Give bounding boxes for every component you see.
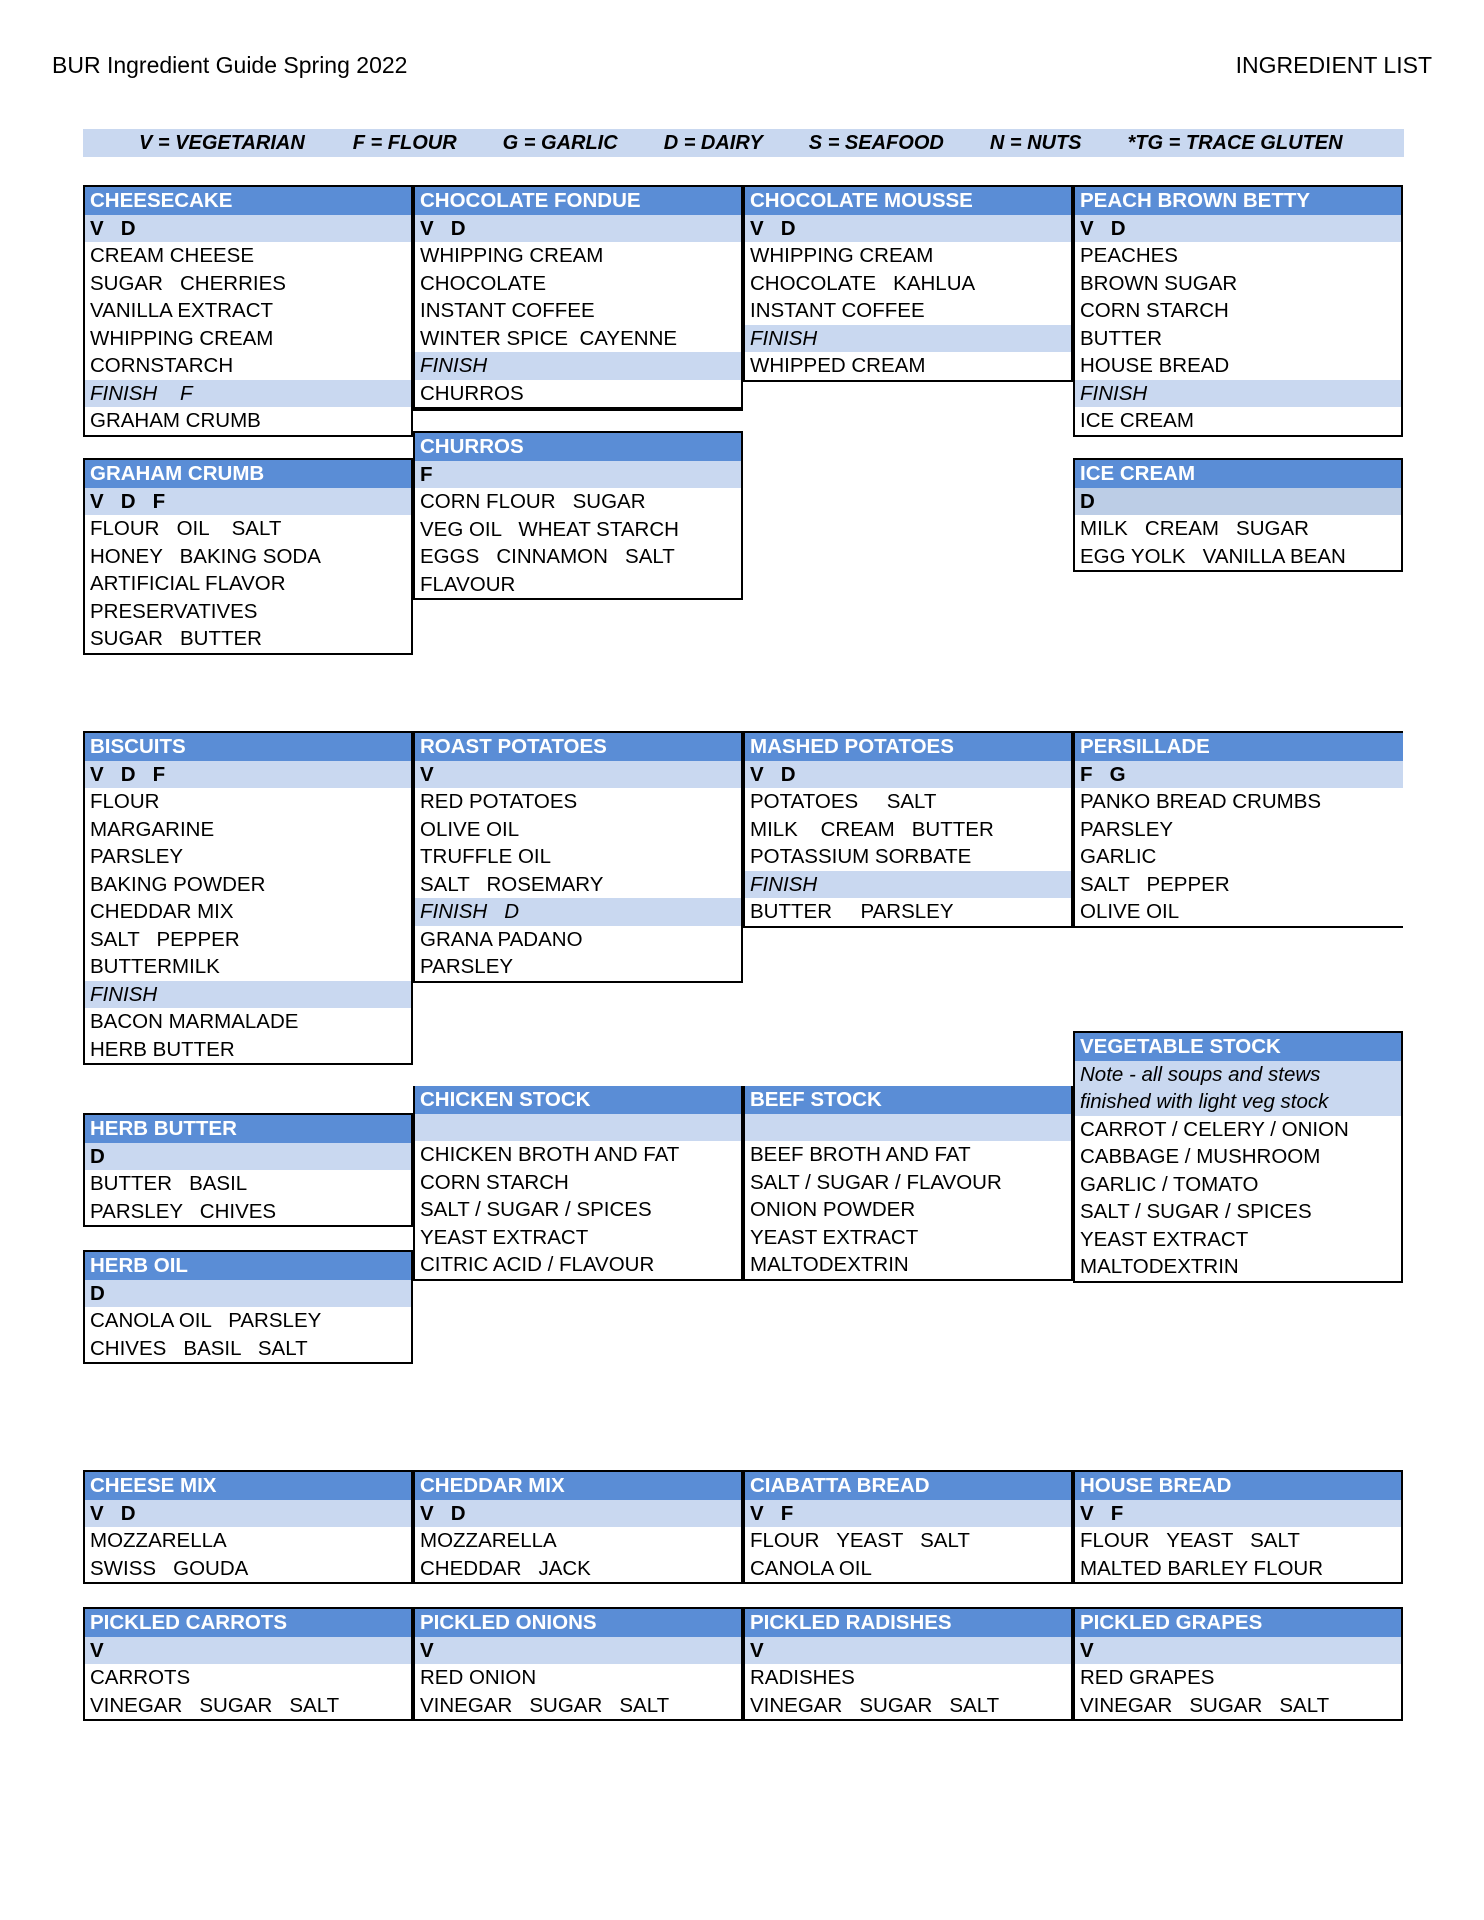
ingredient: VEG OIL WHEAT STARCH: [420, 517, 679, 541]
block-tags: F G: [1075, 761, 1403, 789]
ingredient: FLOUR YEAST SALT: [1080, 1529, 1300, 1552]
ingredient: RED POTATOES: [420, 790, 578, 813]
block-tags: V D: [745, 761, 1071, 789]
ingredient: CHURROS: [415, 380, 741, 410]
ingredient: CABBAGE / MUSHROOM: [1080, 1145, 1321, 1168]
ingredient: BEEF BROTH AND FAT: [750, 1143, 971, 1166]
ingredient: WHIPPING CREAM: [750, 244, 934, 267]
ingredient: BUTTER PARSLEY: [750, 900, 954, 923]
ingredient: EGG YOLK VANILLA BEAN: [1080, 544, 1346, 568]
ingredient: RED ONION: [420, 1666, 537, 1689]
ingredient: CORNSTARCH: [90, 354, 234, 377]
ingredient: GRANA PADANO: [420, 927, 583, 951]
herb-butter-block: [83, 1113, 413, 1227]
block-tags: D: [1075, 488, 1401, 516]
ingredient: OLIVE OIL: [420, 817, 520, 841]
block-title: ROAST POTATOES: [415, 733, 741, 761]
ingredient: MARGARINE: [90, 817, 215, 841]
ingredient: FLOUR: [90, 790, 160, 813]
ingredient: CHOCOLATE KAHLUA: [750, 271, 976, 295]
ingredient: SALT / SUGAR / FLAVOUR: [750, 1170, 1002, 1194]
ingredient: WHIPPING CREAM: [420, 244, 604, 267]
block-finish: FINISH: [1075, 380, 1401, 408]
block-title: PERSILLADE: [1075, 733, 1403, 761]
ingredient: CORN FLOUR SUGAR: [420, 490, 646, 513]
ingredient: SUGAR BUTTER: [90, 627, 262, 650]
persillade-block: [1073, 731, 1403, 928]
ice-cream-block: [1073, 458, 1403, 572]
block-title: PICKLED RADISHES: [745, 1609, 1071, 1637]
pickled-grapes-block: [1073, 1607, 1403, 1721]
ingredient: CITRIC ACID / FLAVOUR: [420, 1253, 655, 1276]
house-bread-block: [1073, 1470, 1403, 1584]
pickled-carrots-block: [83, 1607, 413, 1721]
block-tags: V D F: [85, 761, 411, 789]
ingredient: GARLIC: [1080, 845, 1157, 868]
ingredient: BAKING POWDER: [90, 872, 266, 896]
ingredient: PARSLEY: [1080, 817, 1174, 841]
graham-crumb-block: [83, 458, 413, 655]
ingredient: WHIPPED CREAM: [750, 354, 926, 377]
ingredient: CARROT / CELERY / ONION: [1080, 1117, 1349, 1141]
ingredient: RADISHES: [750, 1666, 855, 1689]
ingredient: BROWN SUGAR: [1080, 271, 1238, 295]
ingredient: SALT PEPPER: [1080, 872, 1230, 896]
biscuits-block: [83, 731, 413, 1065]
legend-item: F = FLOUR: [352, 132, 457, 154]
block-title: MASHED POTATOES: [745, 733, 1071, 761]
ingredient: ICE CREAM: [1080, 409, 1194, 432]
legend-item: G = GARLIC: [502, 132, 618, 154]
block-title: PEACH BROWN BETTY: [1075, 187, 1401, 215]
ingredient: VINEGAR SUGAR SALT: [420, 1693, 670, 1717]
churros-block: [413, 431, 743, 600]
ingredient: MALTODEXTRIN: [1080, 1255, 1239, 1278]
block-title: HERB OIL: [85, 1252, 411, 1280]
block-tags: V: [1075, 1637, 1401, 1665]
ingredient: CHIVES BASIL SALT: [90, 1336, 308, 1360]
page-title: BUR Ingredient Guide Spring 2022: [52, 52, 408, 78]
ingredient: CHEDDAR MIX: [90, 900, 234, 923]
block-tags: V: [415, 1637, 741, 1665]
block-finish: FINISH: [745, 325, 1071, 353]
roast-potatoes-block: [413, 731, 743, 983]
ingredient: PARSLEY: [90, 845, 184, 868]
block-title: GRAHAM CRUMB: [85, 460, 411, 488]
block-title: BEEF STOCK: [745, 1086, 1071, 1114]
legend-item: *TG = TRACE GLUTEN: [1127, 132, 1343, 154]
block-tags: F: [415, 461, 741, 489]
ingredient: CHOCOLATE: [420, 271, 547, 295]
block-title: CHEESECAKE: [85, 187, 411, 215]
chicken-stock-block: [413, 1086, 743, 1281]
peach-brown-betty-block: [1073, 185, 1403, 437]
ingredient: VANILLA EXTRACT: [90, 299, 274, 322]
block-title: CHURROS: [415, 433, 741, 461]
ingredient: MOZZARELLA: [420, 1529, 557, 1552]
ingredient: MOZZARELLA: [90, 1529, 227, 1552]
chocolate-mousse-block: [743, 185, 1073, 382]
ingredient: BACON MARMALADE: [90, 1010, 299, 1033]
ingredient: TRUFFLE OIL: [420, 845, 551, 868]
ingredient: SWISS GOUDA: [90, 1556, 249, 1580]
ingredient: SALT PEPPER: [90, 927, 240, 951]
ingredient: PEACHES: [1080, 244, 1178, 267]
ingredient: VINEGAR SUGAR SALT: [90, 1693, 340, 1717]
cheddar-mix-block: [413, 1470, 743, 1584]
block-title: PICKLED GRAPES: [1075, 1609, 1401, 1637]
block-tags: D: [85, 1280, 411, 1308]
mashed-potatoes-block: [743, 731, 1073, 928]
ingredient: MILK CREAM BUTTER: [750, 817, 994, 841]
block-title: PICKLED ONIONS: [415, 1609, 741, 1637]
ingredient: CANOLA OIL: [750, 1556, 872, 1580]
ingredient: CARROTS: [90, 1666, 191, 1689]
ingredient: BUTTER BASIL: [90, 1172, 248, 1195]
ingredient: CHICKEN BROTH AND FAT: [420, 1143, 680, 1166]
block-tags: V: [745, 1637, 1071, 1665]
ingredient: VINEGAR SUGAR SALT: [750, 1693, 1000, 1717]
ingredient: SALT ROSEMARY: [420, 872, 604, 896]
block-tags: D: [85, 1143, 411, 1171]
ingredient: PARSLEY: [420, 955, 514, 978]
pickled-radishes-block: [743, 1607, 1073, 1721]
block-tags: V D: [415, 215, 741, 243]
block-finish: FINISH D: [415, 898, 741, 926]
ingredient: YEAST EXTRACT: [1080, 1227, 1249, 1251]
ingredient: HERB BUTTER: [90, 1037, 235, 1061]
block-tags: V D F: [85, 488, 411, 516]
block-tags: V F: [1075, 1500, 1401, 1528]
ciabatta-bread-block: [743, 1470, 1073, 1584]
block-tags: V: [85, 1637, 411, 1665]
block-title: CHICKEN STOCK: [415, 1086, 741, 1114]
ingredient: GRAHAM CRUMB: [90, 409, 261, 432]
ingredient: CANOLA OIL PARSLEY: [90, 1309, 322, 1332]
block-tags: V D: [85, 215, 411, 243]
block-title: CIABATTA BREAD: [745, 1472, 1071, 1500]
ingredient: ONION POWDER: [750, 1198, 916, 1221]
block-tags: V D: [1075, 215, 1401, 243]
legend-item: N = NUTS: [989, 132, 1082, 154]
ingredient: OLIVE OIL: [1080, 900, 1180, 923]
legend-bar: [83, 129, 1404, 157]
ingredient: SALT / SUGAR / SPICES: [420, 1198, 652, 1221]
legend-item: D = DAIRY: [663, 132, 763, 154]
ingredient: HOUSE BREAD: [1080, 354, 1230, 377]
ingredient: ARTIFICIAL FLAVOR: [90, 572, 286, 595]
herb-oil-block: [83, 1250, 413, 1364]
block-tags: [745, 1114, 1071, 1142]
ingredient: SUGAR CHERRIES: [90, 271, 286, 295]
block-tags: V D: [745, 215, 1071, 243]
block-tags: V D: [415, 1500, 741, 1528]
ingredient: BUTTERMILK: [90, 955, 220, 978]
ingredient: BUTTER: [1080, 326, 1162, 350]
ingredient: WINTER SPICE CAYENNE: [420, 326, 678, 350]
beef-stock-block: [743, 1086, 1073, 1281]
block-finish: FINISH: [85, 981, 411, 1009]
ingredient: SALT / SUGAR / SPICES: [1080, 1200, 1312, 1223]
ingredient: PRESERVATIVES: [90, 599, 258, 623]
legend-item: V = VEGETARIAN: [139, 132, 305, 154]
chocolate-fondue-block: [413, 185, 743, 411]
ingredient: MALTODEXTRIN: [750, 1253, 909, 1276]
block-note: Note - all soups and stews: [1075, 1061, 1401, 1089]
ingredient: HONEY BAKING SODA: [90, 544, 321, 568]
block-title: CHOCOLATE MOUSSE: [745, 187, 1071, 215]
block-tags: V: [415, 761, 741, 789]
block-title: VEGETABLE STOCK: [1075, 1033, 1401, 1061]
ingredient: PARSLEY CHIVES: [90, 1199, 277, 1223]
block-title: BISCUITS: [85, 733, 411, 761]
block-finish: FINISH: [745, 871, 1071, 899]
block-note: finished with light veg stock: [1075, 1088, 1401, 1116]
block-title: CHEESE MIX: [85, 1472, 411, 1500]
block-title: PICKLED CARROTS: [85, 1609, 411, 1637]
ingredient: EGGS CINNAMON SALT: [420, 545, 675, 568]
block-title: HERB BUTTER: [85, 1115, 411, 1143]
ingredient: INSTANT COFFEE: [420, 299, 595, 322]
ingredient: MILK CREAM SUGAR: [1080, 517, 1309, 540]
ingredient: PANKO BREAD CRUMBS: [1080, 790, 1322, 813]
cheesecake-block: [83, 185, 413, 437]
ingredient: VINEGAR SUGAR SALT: [1080, 1693, 1330, 1717]
block-title: ICE CREAM: [1075, 460, 1401, 488]
block-tags: [415, 1114, 741, 1142]
page-subtitle: INGREDIENT LIST: [1235, 52, 1432, 78]
block-title: CHEDDAR MIX: [415, 1472, 741, 1500]
ingredient: RED GRAPES: [1080, 1666, 1215, 1689]
ingredient: POTASSIUM SORBATE: [750, 845, 972, 868]
ingredient: CORN STARCH: [420, 1170, 569, 1194]
block-tags: V F: [745, 1500, 1071, 1528]
cheese-mix-block: [83, 1470, 413, 1584]
pickled-onions-block: [413, 1607, 743, 1721]
block-finish: FINISH F: [85, 380, 411, 408]
ingredient: WHIPPING CREAM: [90, 326, 274, 350]
ingredient: GARLIC / TOMATO: [1080, 1172, 1259, 1196]
ingredient: CHEDDAR JACK: [420, 1556, 591, 1580]
ingredient: YEAST EXTRACT: [420, 1225, 589, 1249]
block-title: HOUSE BREAD: [1075, 1472, 1401, 1500]
legend-item: S = SEAFOOD: [808, 132, 944, 154]
ingredient: YEAST EXTRACT: [750, 1225, 919, 1249]
ingredient: INSTANT COFFEE: [750, 299, 925, 322]
ingredient: FLOUR YEAST SALT: [750, 1529, 970, 1552]
block-tags: V D: [85, 1500, 411, 1528]
block-title: CHOCOLATE FONDUE: [415, 187, 741, 215]
block-finish: FINISH: [415, 352, 741, 380]
ingredient: FLOUR OIL SALT: [90, 517, 282, 540]
ingredient: CREAM CHEESE: [90, 244, 255, 267]
ingredient: FLAVOUR: [420, 572, 516, 596]
ingredient: POTATOES SALT: [750, 790, 937, 813]
ingredient: CORN STARCH: [1080, 299, 1229, 322]
ingredient: MALTED BARLEY FLOUR: [1080, 1556, 1324, 1580]
vegetable-stock-block: [1073, 1031, 1403, 1283]
